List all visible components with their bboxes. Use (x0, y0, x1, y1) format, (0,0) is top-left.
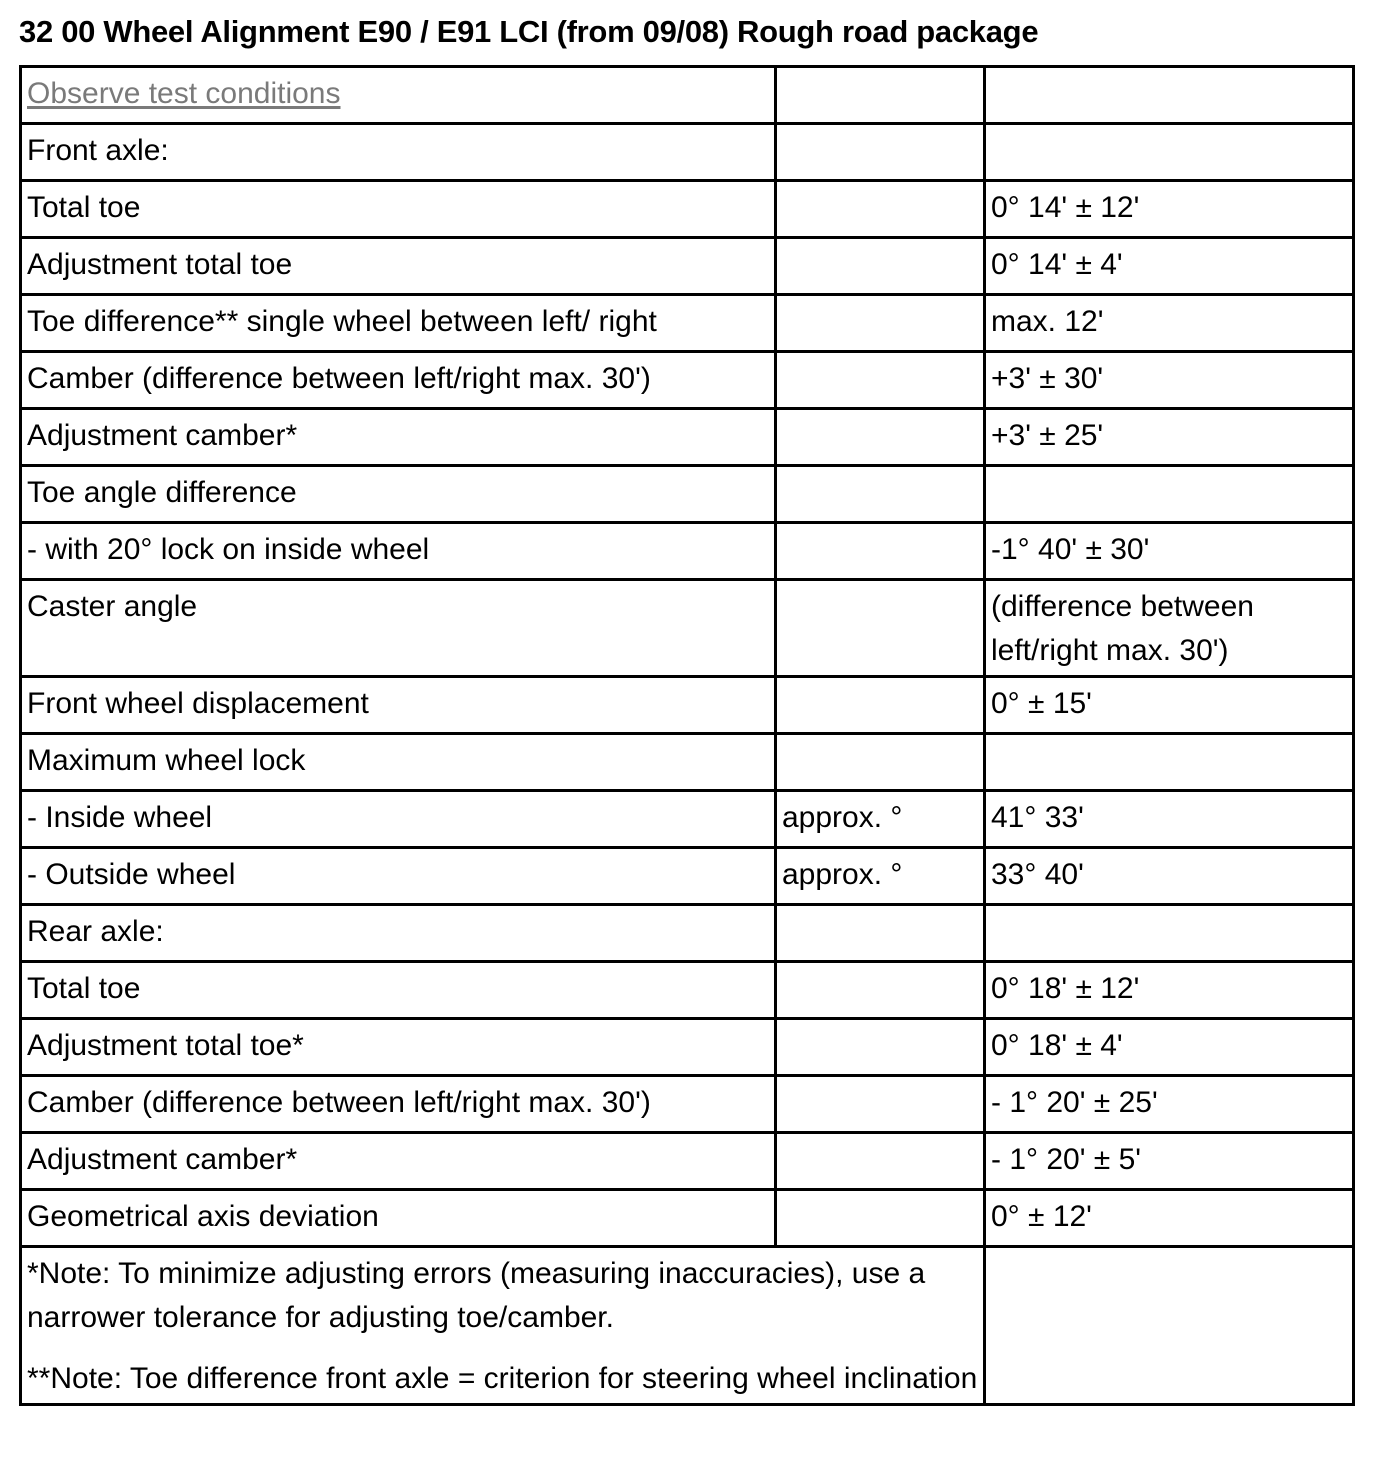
unit-cell (776, 677, 985, 734)
label-cell: Toe difference** single wheel between left/ right (21, 295, 776, 352)
table-row (21, 409, 1354, 466)
label-cell: Caster angle (21, 580, 776, 677)
table-row (21, 1133, 1354, 1190)
value-cell: +3' ± 30' (985, 352, 1354, 409)
unit-cell (776, 1133, 985, 1190)
unit-cell (776, 580, 985, 677)
note-toe-difference: **Note: Toe difference front axle = criterion for steering wheel inclination (27, 1362, 978, 1395)
label-cell: Toe angle difference (21, 466, 776, 523)
table-row (21, 124, 1354, 181)
alignment-spec-table (19, 65, 1355, 1406)
value-cell: 41° 33' (985, 791, 1354, 848)
table-row (21, 1190, 1354, 1247)
unit-cell (776, 295, 985, 352)
table-row (21, 962, 1354, 1019)
unit-cell (776, 238, 985, 295)
unit-cell (776, 181, 985, 238)
value-cell: max. 12' (985, 295, 1354, 352)
table-row (21, 295, 1354, 352)
table-row (21, 1019, 1354, 1076)
label-cell: Front wheel displacement (21, 677, 776, 734)
value-cell: +3' ± 25' (985, 409, 1354, 466)
label-cell: Adjustment total toe* (21, 1019, 776, 1076)
label-cell: Front axle: (21, 124, 776, 181)
table-row (21, 848, 1354, 905)
table-row (21, 734, 1354, 791)
label-cell: Total toe (21, 962, 776, 1019)
unit-cell (776, 734, 985, 791)
value-cell: 0° 14' ± 12' (985, 181, 1354, 238)
value-cell: 0° 18' ± 12' (985, 962, 1354, 1019)
table-row (21, 466, 1354, 523)
table-row (21, 677, 1354, 734)
unit-cell: approx. ° (776, 848, 985, 905)
value-cell (985, 466, 1354, 523)
table-row (21, 523, 1354, 580)
label-cell (21, 67, 776, 124)
notes-cell (21, 1247, 985, 1405)
empty-cell (985, 1247, 1354, 1405)
value-cell: -1° 40' ± 30' (985, 523, 1354, 580)
table-row-notes (21, 1247, 1354, 1405)
table-row (21, 238, 1354, 295)
table-row (21, 181, 1354, 238)
table-row (21, 791, 1354, 848)
table-row (21, 905, 1354, 962)
label-cell: Adjustment camber* (21, 409, 776, 466)
page-title: 32 00 Wheel Alignment E90 / E91 LCI (from 09/08) Rough road package (19, 14, 1039, 49)
unit-cell (776, 523, 985, 580)
value-cell: 0° 14' ± 4' (985, 238, 1354, 295)
unit-cell (776, 962, 985, 1019)
unit-cell (776, 124, 985, 181)
label-cell: Adjustment camber* (21, 1133, 776, 1190)
unit-cell (776, 409, 985, 466)
value-cell (985, 734, 1354, 791)
table-row (21, 1076, 1354, 1133)
label-cell: Camber (difference between left/right max. 30') (21, 1076, 776, 1133)
label-cell: Camber (difference between left/right max. 30') (21, 352, 776, 409)
table-row (21, 352, 1354, 409)
value-cell: - 1° 20' ± 5' (985, 1133, 1354, 1190)
label-cell: Rear axle: (21, 905, 776, 962)
label-cell: Adjustment total toe (21, 238, 776, 295)
table-row (21, 580, 1354, 677)
unit-cell (776, 1076, 985, 1133)
label-cell: - with 20° lock on inside wheel (21, 523, 776, 580)
unit-cell: approx. ° (776, 791, 985, 848)
label-cell: Total toe (21, 181, 776, 238)
unit-cell (776, 905, 985, 962)
unit-cell (776, 1190, 985, 1247)
value-cell (985, 124, 1354, 181)
label-cell: - Outside wheel (21, 848, 776, 905)
note-adjusting-errors: *Note: To minimize adjusting errors (measuring inaccuracies), use a narrower tolerance for adjusting toe/camber. (27, 1257, 926, 1334)
table-row-test-conditions (21, 67, 1354, 124)
value-cell: - 1° 20' ± 25' (985, 1076, 1354, 1133)
unit-cell (776, 352, 985, 409)
label-cell: Geometrical axis deviation (21, 1190, 776, 1247)
observe-test-conditions-link[interactable]: Observe test conditions (27, 77, 341, 110)
value-cell: 0° ± 12' (985, 1190, 1354, 1247)
value-cell: 0° ± 15' (985, 677, 1354, 734)
value-cell (985, 905, 1354, 962)
value-cell (985, 67, 1354, 124)
label-cell: - Inside wheel (21, 791, 776, 848)
value-cell: 0° 18' ± 4' (985, 1019, 1354, 1076)
unit-cell (776, 67, 985, 124)
unit-cell (776, 1019, 985, 1076)
label-cell: Maximum wheel lock (21, 734, 776, 791)
value-cell: 33° 40' (985, 848, 1354, 905)
value-cell: (difference between left/right max. 30') (985, 580, 1354, 677)
unit-cell (776, 466, 985, 523)
